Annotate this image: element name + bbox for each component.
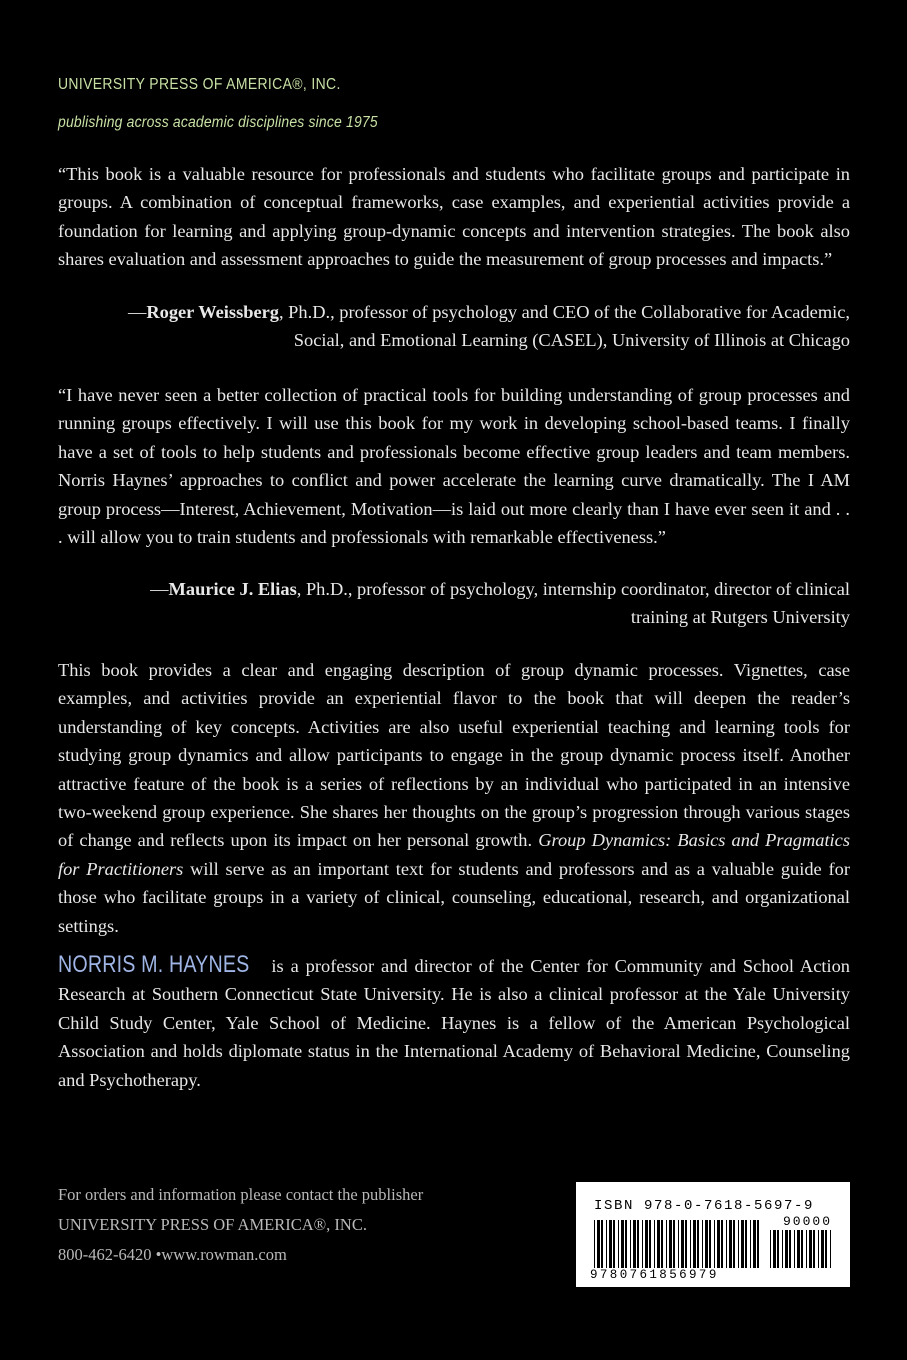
barcode-bar bbox=[606, 1220, 607, 1268]
barcode-bar bbox=[721, 1220, 723, 1268]
contact-publisher-name: UNIVERSITY PRESS OF AMERICA®, INC. bbox=[58, 1215, 367, 1234]
barcode-bar bbox=[666, 1220, 667, 1268]
barcode-bar bbox=[797, 1230, 800, 1268]
barcode-bar bbox=[726, 1220, 727, 1268]
barcode-bar bbox=[709, 1220, 711, 1268]
barcode-bar bbox=[821, 1230, 824, 1268]
publisher-tagline: publishing across academic disciplines since 1975 bbox=[58, 114, 378, 131]
barcode-bar bbox=[745, 1220, 747, 1268]
barcode-bar bbox=[801, 1230, 803, 1268]
publisher-name: UNIVERSITY PRESS OF AMERICA®, INC. bbox=[58, 76, 341, 93]
barcode-bar bbox=[717, 1220, 720, 1268]
isbn-label: ISBN 978-0-7618-5697-9 bbox=[594, 1198, 815, 1214]
barcode-bar bbox=[685, 1220, 687, 1268]
attribution-credentials: , Ph.D., professor of psychology, internship coordinator, director of clinical training at Rutgers University bbox=[296, 579, 850, 628]
barcode-bar bbox=[757, 1220, 759, 1268]
barcode-bar bbox=[597, 1220, 600, 1268]
blurb-attribution-elias bbox=[120, 575, 850, 632]
barcode-bar bbox=[773, 1230, 776, 1268]
attribution-dash: — bbox=[127, 302, 147, 322]
contact-phone-website: 800-462-6420 •www.rowman.com bbox=[58, 1245, 287, 1264]
barcode-bar bbox=[738, 1220, 739, 1268]
barcode-bar bbox=[657, 1220, 660, 1268]
blurb-attribution-weissberg bbox=[120, 298, 850, 355]
description-text-before: This book provides a clear and engaging description of group dynamic processes. Vignettes, case examples, and activities provide an experiential flavor to the book that will deepen the reader’s understanding of key concepts. Activities are also useful experiential teaching and learning tools for studying group dynamics and allow participants to engage in the group dynamic process itself. Another attractive feature of the book is a series of reflections by an individual who participated in an intensive two-weekend group experience. She shares her thoughts on the group’s progression through various stages of change and reflects upon its impact on her personal growth. bbox=[58, 660, 850, 851]
barcode-bar bbox=[637, 1220, 639, 1268]
barcode-bar bbox=[830, 1230, 831, 1268]
barcode-bar bbox=[642, 1220, 643, 1268]
barcode-bar bbox=[669, 1220, 672, 1268]
barcode-bar bbox=[654, 1220, 655, 1268]
barcode-bar bbox=[813, 1230, 815, 1268]
contact-line: For orders and information please contact the publisher bbox=[58, 1185, 424, 1204]
barcode-bar bbox=[770, 1230, 771, 1268]
barcode-bar bbox=[630, 1220, 631, 1268]
book-description bbox=[58, 656, 850, 940]
barcode-bar bbox=[782, 1230, 783, 1268]
blurb-quote-weissberg: “This book is a valuable resource for professionals and students who facilitate groups and participate in groups. A combination of conceptual frameworks, case examples, and experiential activities provide a foundation for learning and applying group-dynamic concepts and intervention strategies. The book also shares evaluation and assessment approaches to guide the measurement of group processes and impacts.” bbox=[58, 164, 850, 270]
barcode-bar bbox=[714, 1220, 715, 1268]
barcode-bar bbox=[609, 1220, 612, 1268]
attribution-dash: — bbox=[150, 579, 169, 599]
barcode-bar bbox=[678, 1220, 679, 1268]
isbn-barcode bbox=[576, 1182, 850, 1287]
barcode-bar bbox=[621, 1220, 624, 1268]
barcode-bar bbox=[750, 1220, 751, 1268]
barcode-bar bbox=[618, 1220, 619, 1268]
barcode-bar bbox=[690, 1220, 691, 1268]
barcode-bar bbox=[729, 1220, 732, 1268]
barcode-bar bbox=[594, 1220, 595, 1268]
barcode-bar bbox=[809, 1230, 812, 1268]
barcode-bar bbox=[825, 1230, 827, 1268]
barcode-bar bbox=[702, 1220, 703, 1268]
barcode-digits: 9780761856979 bbox=[590, 1268, 719, 1282]
barcode-bar bbox=[705, 1220, 708, 1268]
barcode-bar bbox=[789, 1230, 791, 1268]
barcode-bar bbox=[625, 1220, 627, 1268]
author-name: NORRIS M. HAYNES bbox=[58, 951, 250, 978]
author-bio bbox=[58, 951, 850, 1094]
barcode-bar bbox=[818, 1230, 819, 1268]
barcode-bar bbox=[613, 1220, 615, 1268]
author-bio-text: is a professor and director of the Center for Community and School Action Research at Southern Connecticut State University. He is also a clinical professor at the Yale University Child Study Center, Yale School of Medicine. Haynes is a fellow of the American Psychological Association and holds diplomate status in the International Academy of Behavioral Medicine, Counseling and Psychotherapy. bbox=[58, 956, 850, 1090]
barcode-bar bbox=[733, 1220, 735, 1268]
barcode-bar bbox=[697, 1220, 699, 1268]
barcode-bar bbox=[645, 1220, 648, 1268]
attribution-name: Roger Weissberg bbox=[146, 302, 279, 322]
barcode-bar bbox=[806, 1230, 807, 1268]
barcode-bar bbox=[741, 1220, 744, 1268]
price-code: 90000 bbox=[782, 1214, 832, 1229]
blurb-quote-elias: “I have never seen a better collection of practical tools for building understanding of group processes and running groups effectively. I will use this book for my work in developing school-based teams. I finally have a set of tools to help students and professionals become effective group leaders and team members. Norris Haynes’ approaches to conflict and power accelerate the learning curve dramatically. The I AM group process—Interest, Achievement, Motivation—is laid out more clearly than I have ever seen it and . . . will allow you to train students and professionals with remarkable effectiveness.” bbox=[58, 385, 850, 548]
publisher-contact bbox=[58, 1180, 423, 1270]
barcode-bar bbox=[693, 1220, 696, 1268]
book-title: Group Dynamics: Basics and Pragmatics for Practitioners bbox=[58, 830, 850, 879]
barcode-bar bbox=[753, 1220, 756, 1268]
barcode-bar bbox=[649, 1220, 651, 1268]
barcode-bar bbox=[601, 1220, 603, 1268]
attribution-credentials: , Ph.D., professor of psychology and CEO of the Collaborative for Academic, Social, and Emotional Learning (CASEL), University of Illinois at Chicago bbox=[278, 302, 850, 351]
barcode-bar bbox=[633, 1220, 636, 1268]
attribution-name: Maurice J. Elias bbox=[168, 579, 297, 599]
description-text-after: will serve as an important text for students and professors and as a valuable guide for those who facilitate groups in a variety of clinical, counseling, educational, research, and organizational settings. bbox=[58, 858, 850, 936]
barcode-bar bbox=[777, 1230, 779, 1268]
barcode-bar bbox=[661, 1220, 663, 1268]
barcode-bar bbox=[681, 1220, 684, 1268]
barcode-bar bbox=[794, 1230, 795, 1268]
barcode-bar bbox=[785, 1230, 788, 1268]
barcode-bar bbox=[673, 1220, 675, 1268]
